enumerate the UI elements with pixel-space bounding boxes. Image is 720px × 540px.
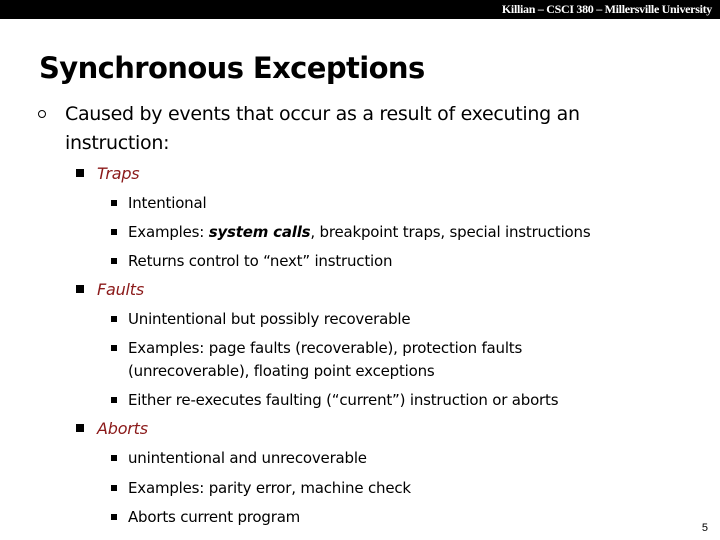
page-title: Synchronous Exceptions <box>39 51 425 85</box>
square-bullet-icon <box>111 229 117 235</box>
square-bullet-icon <box>111 455 117 461</box>
traps-item-3: Returns control to “next” instruction <box>128 252 393 270</box>
square-bullet-icon <box>111 397 117 403</box>
square-bullet-icon <box>76 169 84 177</box>
traps-heading: Traps <box>97 164 140 183</box>
ring-bullet-icon <box>38 110 46 118</box>
traps-item-2-emphasis: system calls <box>208 223 311 241</box>
aborts-item-1: unintentional and unrecoverable <box>128 449 367 467</box>
traps-item-2 <box>128 222 590 242</box>
square-bullet-icon <box>111 316 117 322</box>
aborts-item-2: Examples: parity error, machine check <box>128 479 411 497</box>
header-text: Killian – CSCI 380 – Millersville University <box>501 2 712 16</box>
traps-item-1: Intentional <box>128 194 207 212</box>
traps-item-2-prefix: Examples: <box>128 223 209 241</box>
faults-item-3: Either re-executes faulting (“current”) instruction or aborts <box>128 391 559 409</box>
traps-item-2-suffix: , breakpoint traps, special instructions <box>310 223 591 241</box>
aborts-heading: Aborts <box>97 419 148 438</box>
faults-heading: Faults <box>97 280 145 299</box>
square-bullet-icon <box>111 200 117 206</box>
faults-item-1: Unintentional but possibly recoverable <box>128 310 411 328</box>
faults-item-2-line-1: Examples: page faults (recoverable), protection faults <box>128 339 523 357</box>
square-bullet-icon <box>76 424 84 432</box>
square-bullet-icon <box>111 258 117 264</box>
square-bullet-icon <box>111 345 117 351</box>
square-bullet-icon <box>111 514 117 520</box>
intro-line-2: instruction: <box>65 132 170 154</box>
aborts-item-3: Aborts current program <box>128 508 301 526</box>
square-bullet-icon <box>76 285 84 293</box>
intro-line-1: Caused by events that occur as a result of executing an <box>65 103 580 125</box>
faults-item-2-line-2: (unrecoverable), floating point exceptions <box>128 362 435 380</box>
square-bullet-icon <box>111 485 117 491</box>
page-number: 5 <box>701 522 708 534</box>
